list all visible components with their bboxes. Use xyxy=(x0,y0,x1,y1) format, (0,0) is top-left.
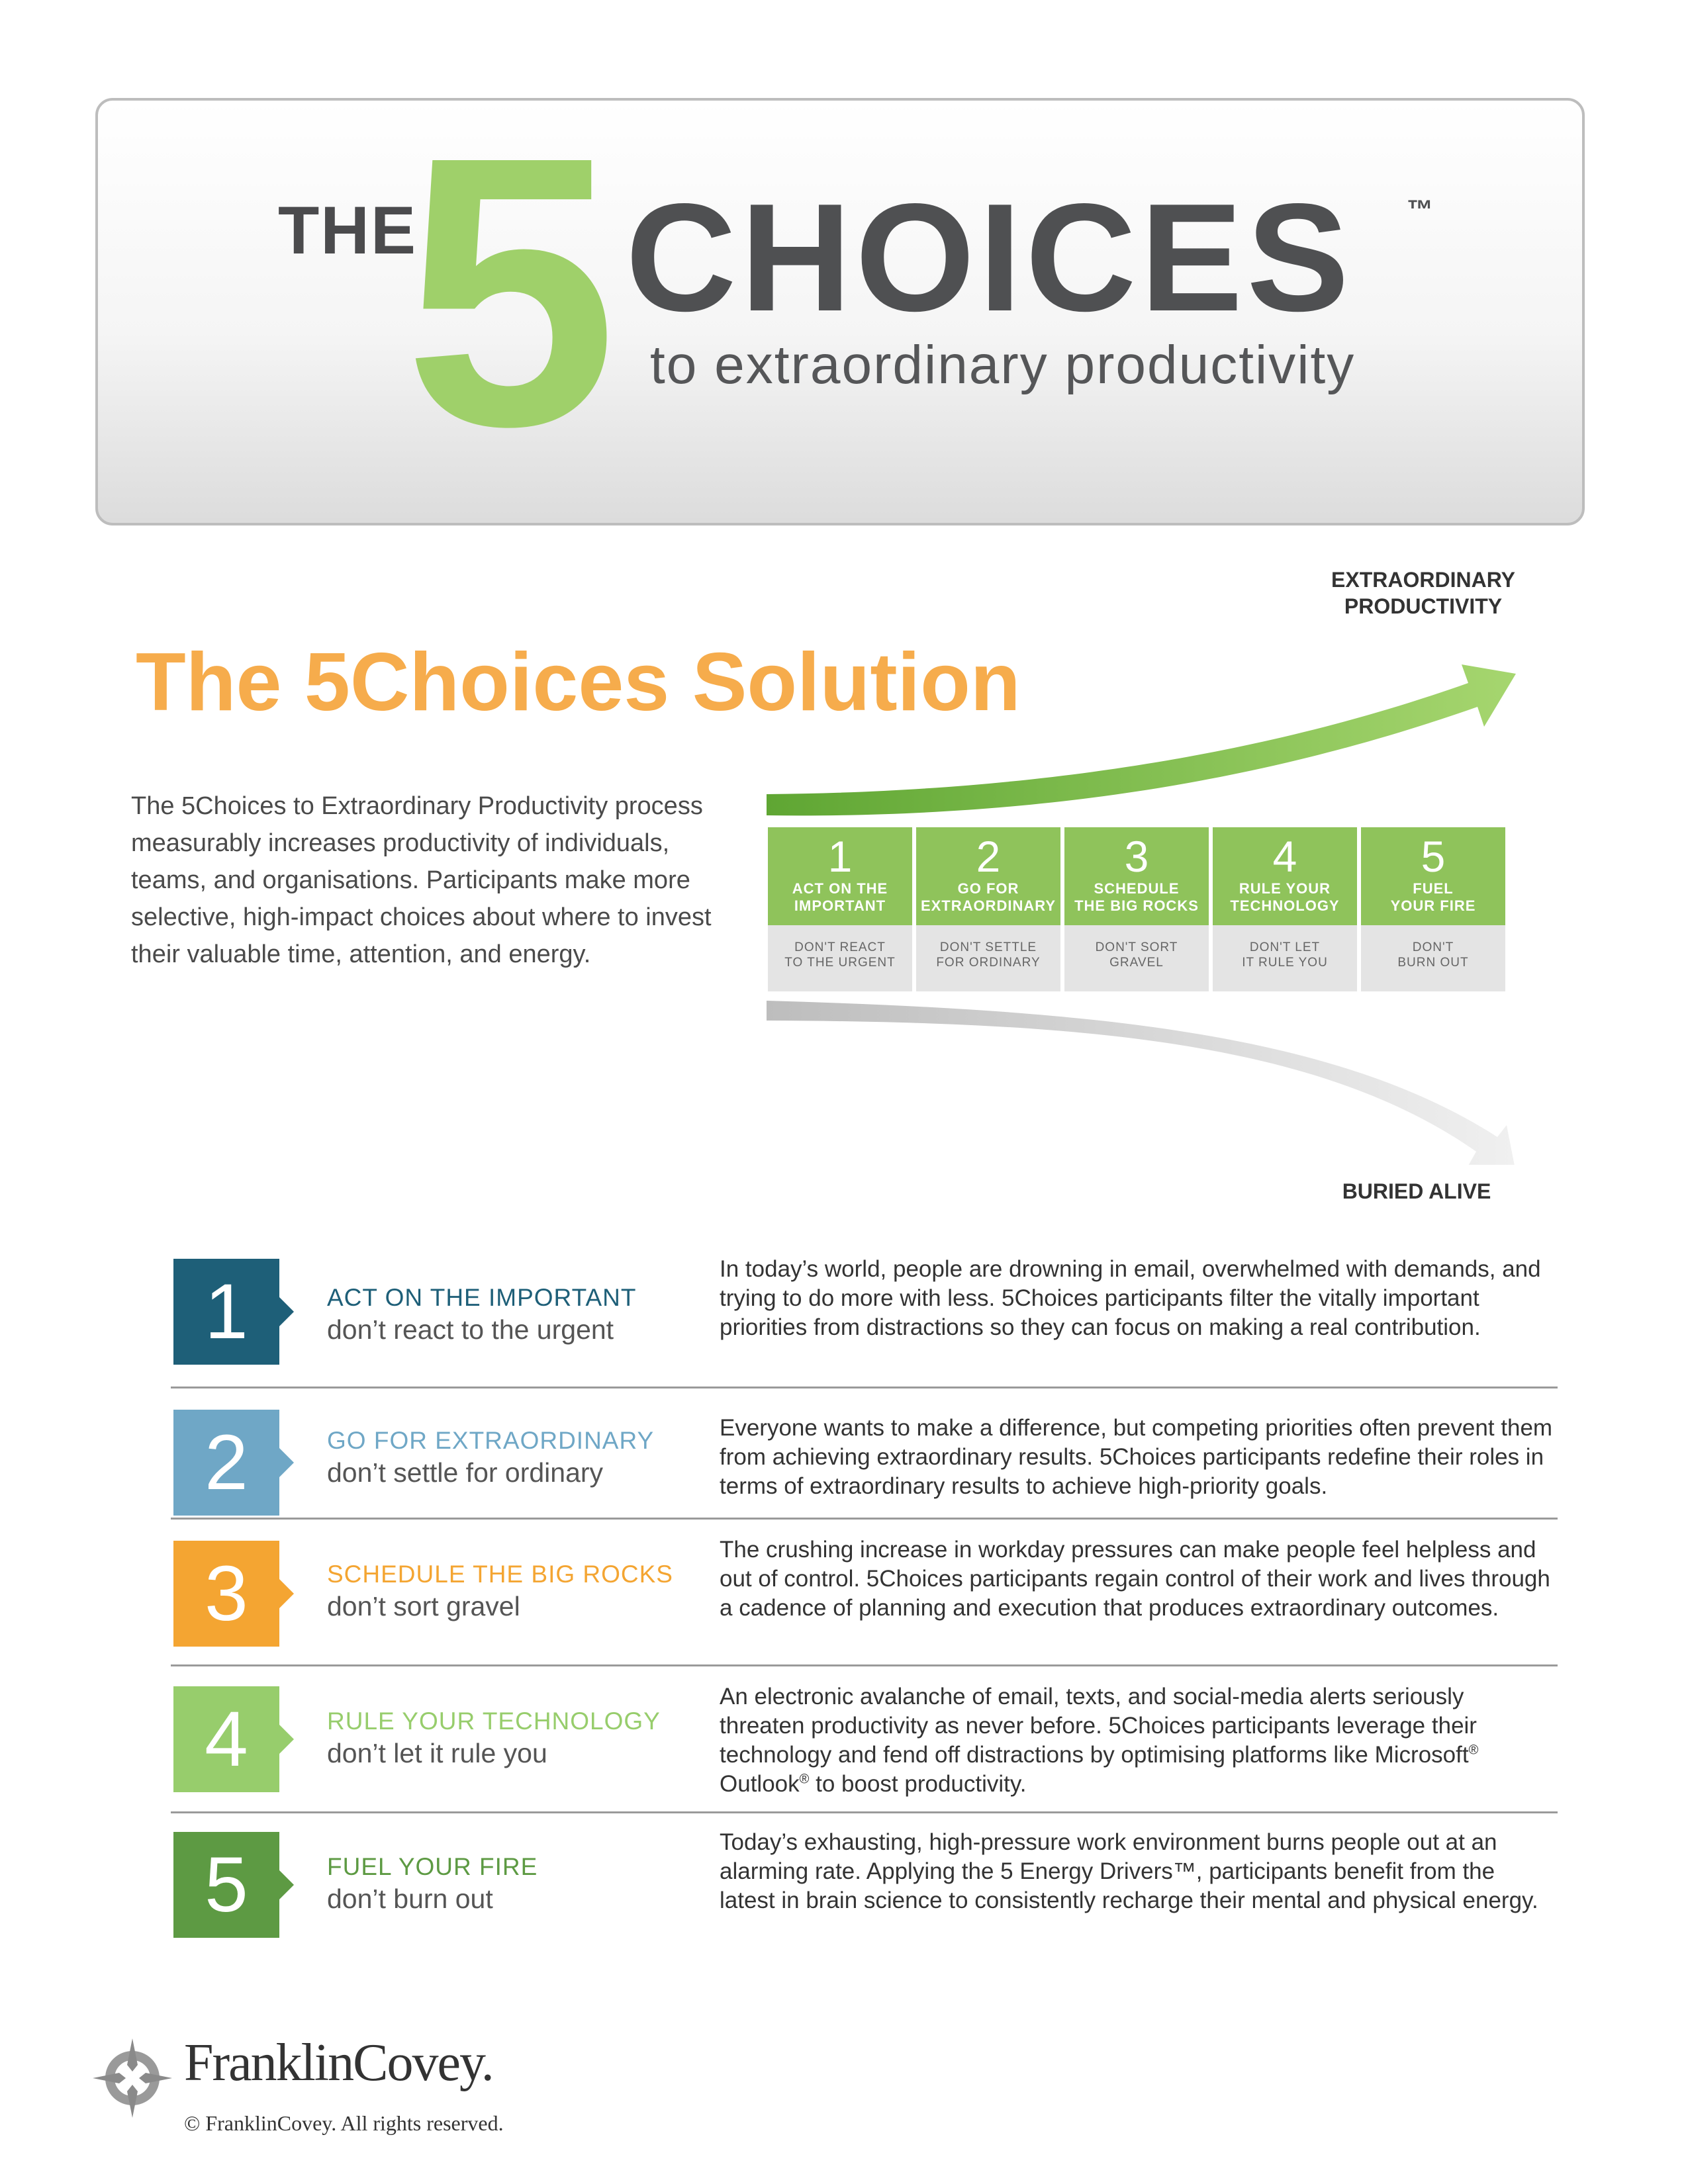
choice-heading: RULE YOUR TECHNOLOGY xyxy=(327,1707,661,1735)
choice-row-1 xyxy=(171,1244,1558,1390)
logo-five: 5 xyxy=(404,77,604,506)
choice-title-line-1: SCHEDULE xyxy=(1094,880,1180,897)
choice-negative xyxy=(1361,925,1505,991)
choice-negative xyxy=(1213,925,1357,991)
choice-number-badge: 4 xyxy=(173,1686,279,1792)
description-part-3: to boost productivity. xyxy=(809,1771,1027,1797)
choice-description: Today’s exhausting, high-pressure work environment burns people out at an alarming rate. Applying the 5 Energy Drivers™, participants benefit from the latest in brain science to consistently recharge their mental and physical energy. xyxy=(720,1829,1538,1913)
choice-negative xyxy=(1064,925,1209,991)
choice-negative-line-2: TO THE URGENT xyxy=(784,956,896,970)
description-part-1: An electronic avalanche of email, texts, and social-media alerts seriously threaten productivity as never before. 5Choices participants leverage their technology and fend off distractions by optimising platforms like Microsoft xyxy=(720,1684,1477,1768)
choice-description xyxy=(720,1682,1554,1799)
logo-trademark: ™ xyxy=(1407,195,1433,224)
choice-heading: SCHEDULE THE BIG ROCKS xyxy=(327,1561,673,1588)
logo-choices: CHOICES xyxy=(626,172,1354,343)
choice-title-line-1: FUEL xyxy=(1413,880,1454,897)
logo-tagline: to extraordinary productivity xyxy=(650,335,1356,395)
choice-number: 5 xyxy=(1421,832,1446,881)
choice-number-badge: 3 xyxy=(173,1541,279,1647)
choice-column-5 xyxy=(1361,827,1505,991)
solution-title: The 5Choices Solution xyxy=(136,637,1021,728)
badge-pointer-icon xyxy=(279,1870,294,1899)
choice-negative-line-2: IT RULE YOU xyxy=(1242,956,1328,970)
choice-negative-line-1: DON'T SORT xyxy=(1095,940,1178,954)
choice-subheading: don’t settle for ordinary xyxy=(327,1457,604,1488)
badge-pointer-icon xyxy=(279,1448,294,1477)
choice-column-2 xyxy=(916,827,1060,991)
choice-title-line-2: IMPORTANT xyxy=(794,897,886,914)
choice-negative-line-2: FOR ORDINARY xyxy=(936,956,1041,970)
choice-row-4 xyxy=(171,1666,1558,1813)
choice-title-line-2: TECHNOLOGY xyxy=(1230,897,1340,914)
choice-row-5 xyxy=(171,1813,1558,1959)
choice-positive xyxy=(1361,827,1505,925)
choice-positive xyxy=(916,827,1060,925)
choice-title-line-1: GO FOR xyxy=(957,880,1019,897)
choice-subheading: don’t react to the urgent xyxy=(327,1314,614,1345)
choice-column-4 xyxy=(1213,827,1357,991)
choice-heading: FUEL YOUR FIRE xyxy=(327,1853,538,1880)
choice-title-line-1: RULE YOUR xyxy=(1239,880,1331,897)
badge-pointer-icon xyxy=(279,1725,294,1754)
label-buried-alive: BURIED ALIVE xyxy=(1342,1179,1491,1203)
choice-heading: ACT ON THE IMPORTANT xyxy=(327,1284,637,1311)
brand-name: FranklinCovey. xyxy=(184,2034,493,2092)
franklincovey-compass-icon xyxy=(93,2038,172,2118)
choice-title-line-2: THE BIG ROCKS xyxy=(1074,897,1199,914)
choice-title-line-2: YOUR FIRE xyxy=(1390,897,1476,914)
choice-number: 4 xyxy=(1272,832,1297,881)
choice-positive xyxy=(1064,827,1209,925)
choice-description: The crushing increase in workday pressures can make people feel helpless and out of control. 5Choices participants regain control of their work and lives through a cadence of planning and execution that produces extraordinary outcomes. xyxy=(720,1537,1550,1621)
choice-positive xyxy=(768,827,912,925)
solution-intro: The 5Choices to Extraordinary Productivity process measurably increases productivity of individuals, teams, and organisations. Participants make more selective, high-impact choices about where to invest their valuable time, attention, and energy. xyxy=(131,792,712,968)
label-extraordinary-productivity xyxy=(1297,567,1549,619)
copyright: © FranklinCovey. All rights reserved. xyxy=(184,2111,504,2135)
label-top-line-2: PRODUCTIVITY xyxy=(1344,594,1503,618)
description-part-2: Outlook xyxy=(720,1771,800,1797)
badge-pointer-icon xyxy=(279,1297,294,1326)
registered-mark: ® xyxy=(799,1772,810,1787)
choice-number: 3 xyxy=(1124,832,1149,881)
choice-negative-line-2: BURN OUT xyxy=(1397,956,1469,970)
choice-subheading: don’t burn out xyxy=(327,1884,493,1914)
choice-number-badge: 2 xyxy=(173,1410,279,1516)
choice-subheading: don’t sort gravel xyxy=(327,1591,520,1621)
choice-positive xyxy=(1213,827,1357,925)
choice-subheading: don’t let it rule you xyxy=(327,1738,547,1768)
choice-title-line-1: ACT ON THE xyxy=(792,880,888,897)
badge-pointer-icon xyxy=(279,1579,294,1608)
choice-negative-line-1: DON'T xyxy=(1412,940,1454,954)
logo-the: THE xyxy=(278,193,417,268)
down-arrow-icon xyxy=(767,1001,1516,1165)
row-divider xyxy=(171,1387,1558,1388)
choice-negative xyxy=(916,925,1060,991)
registered-mark: ® xyxy=(1468,1743,1479,1758)
choice-description: Everyone wants to make a difference, but competing priorities often prevent them from achieving extraordinary results. 5Choices participants redefine their roles in terms of extraordinary results to achieve high-priority goals. xyxy=(720,1415,1553,1499)
choice-number-badge: 1 xyxy=(173,1259,279,1365)
label-top-line-1: EXTRAORDINARY xyxy=(1331,568,1515,592)
choice-negative-line-1: DON'T SETTLE xyxy=(939,940,1037,954)
choice-description: In today’s world, people are drowning in email, overwhelmed with demands, and trying to do more with less. 5Choices participants filter the vitally important priorities from distractions so they can focus on making a real contribution. xyxy=(720,1256,1541,1340)
up-arrow-icon xyxy=(767,664,1516,815)
choice-column-3 xyxy=(1064,827,1209,991)
choice-row-2 xyxy=(171,1390,1558,1520)
choice-title-line-2: EXTRAORDINARY xyxy=(920,897,1056,914)
choice-number: 1 xyxy=(827,832,853,881)
choice-negative-line-1: DON'T REACT xyxy=(794,940,886,954)
choice-number-badge: 5 xyxy=(173,1832,279,1938)
choice-column-1 xyxy=(768,827,912,991)
choice-row-3 xyxy=(171,1520,1558,1666)
choice-number: 2 xyxy=(976,832,1001,881)
choice-negative-line-1: DON'T LET xyxy=(1249,940,1321,954)
choice-heading: GO FOR EXTRAORDINARY xyxy=(327,1427,655,1454)
choice-negative xyxy=(768,925,912,991)
choice-negative-line-2: GRAVEL xyxy=(1109,956,1164,970)
